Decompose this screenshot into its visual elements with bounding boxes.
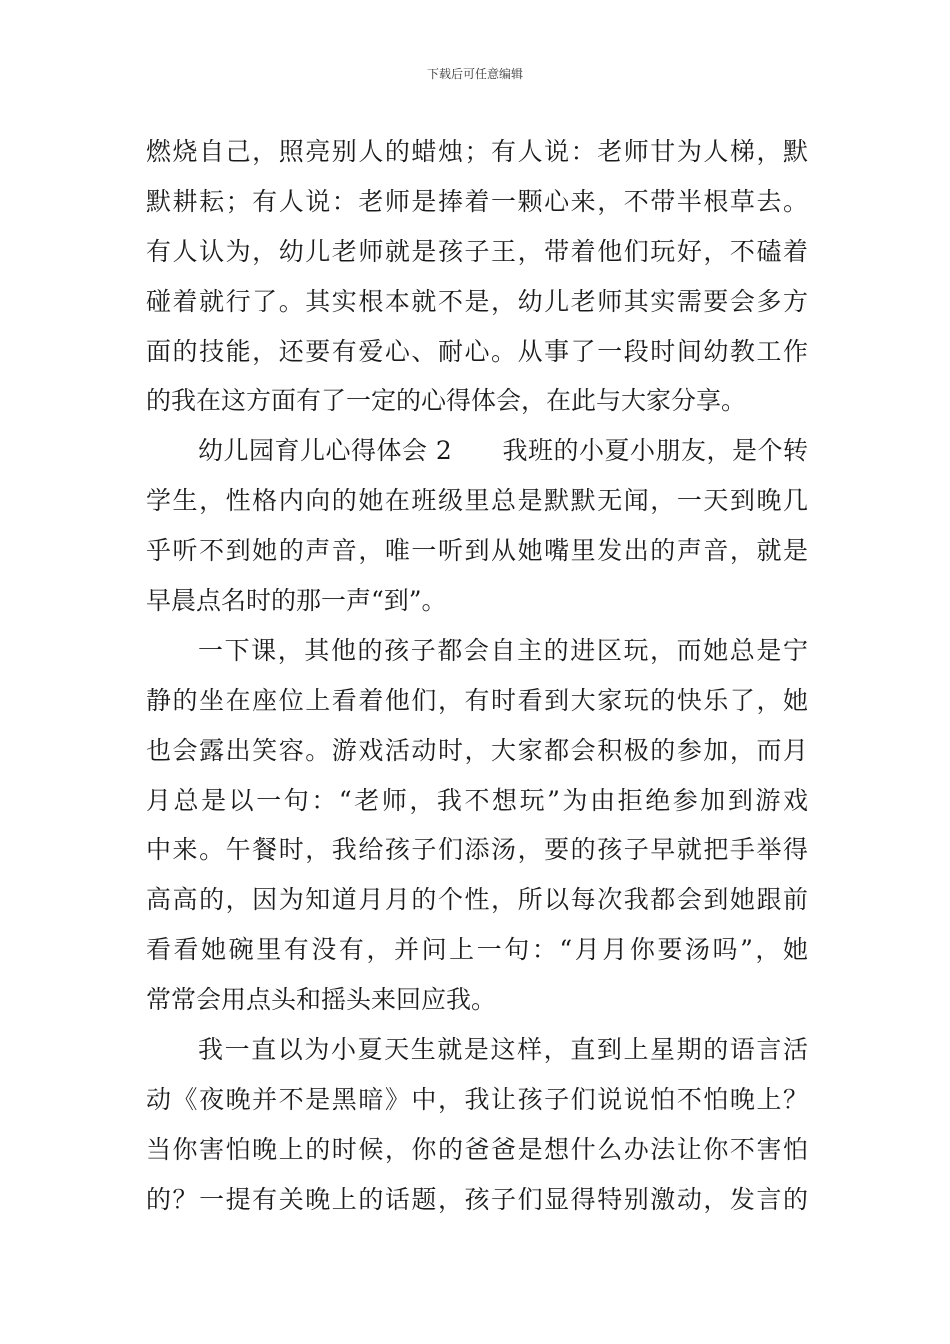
- text-line: 高高的，因为知道月月的个性，所以每次我都会到她跟前: [146, 885, 808, 915]
- text-line: 燃烧自己，照亮别人的蜡烛；有人说：老师甘为人梯，默: [146, 137, 808, 166]
- body-text: [146, 127, 808, 1225]
- text-line: 早晨点名时的那一声“到”。: [146, 586, 447, 616]
- text-line: 碰着就行了。其实根本就不是，幼儿老师其实需要会多方: [146, 286, 808, 316]
- text-line: 当你害怕晚上的时候，你的爸爸是想什么办法让你不害怕: [146, 1134, 808, 1164]
- text-line: 学生，性格内向的她在班级里总是默默无闻，一天到晚几: [146, 486, 808, 516]
- text-line: 中来。午餐时，我给孩子们添汤，要的孩子早就把手举得: [146, 835, 808, 865]
- text-line: 面的技能，还要有爱心、耐心。从事了一段时间幼教工作: [146, 336, 808, 366]
- text-line: 默耕耘；有人说：老师是捧着一颗心来，不带半根草去。: [146, 186, 808, 216]
- text-line: 我一直以为小夏天生就是这样，直到上星期的语言活: [198, 1035, 808, 1065]
- text-line: 看看她碗里有没有，并问上一句：“月月你要汤吗”，她: [146, 935, 808, 965]
- text-line: 一下课，其他的孩子都会自主的进区玩，而她总是宁: [198, 635, 808, 665]
- text-line: 动《夜晚并不是黑暗》中，我让孩子们说说怕不怕晚上？: [146, 1084, 808, 1114]
- text-line: 常常会用点头和摇头来回应我。: [146, 985, 497, 1015]
- text-line: 也会露出笑容。游戏活动时，大家都会积极的参加，而月: [146, 735, 808, 765]
- text-line: 静的坐在座位上看着他们，有时看到大家玩的快乐了，她: [146, 685, 808, 715]
- page-header: 下载后可任意编辑: [426, 67, 523, 81]
- text-line: 的我在这方面有了一定的心得体会，在此与大家分享。: [146, 386, 747, 416]
- text-line: 有人认为，幼儿老师就是孩子王，带着他们玩好，不磕着: [146, 236, 808, 266]
- text-line: 乎听不到她的声音，唯一听到从她嘴里发出的声音，就是: [146, 536, 808, 566]
- text-line: 月总是以一句：“老师，我不想玩”为由拒绝参加到游戏: [146, 785, 808, 815]
- text-line: 的？一提有关晚上的话题，孩子们显得特别激动，发言的: [146, 1184, 808, 1214]
- text-line: 幼儿园育儿心得体会 2 我班的小夏小朋友，是个转: [198, 436, 808, 466]
